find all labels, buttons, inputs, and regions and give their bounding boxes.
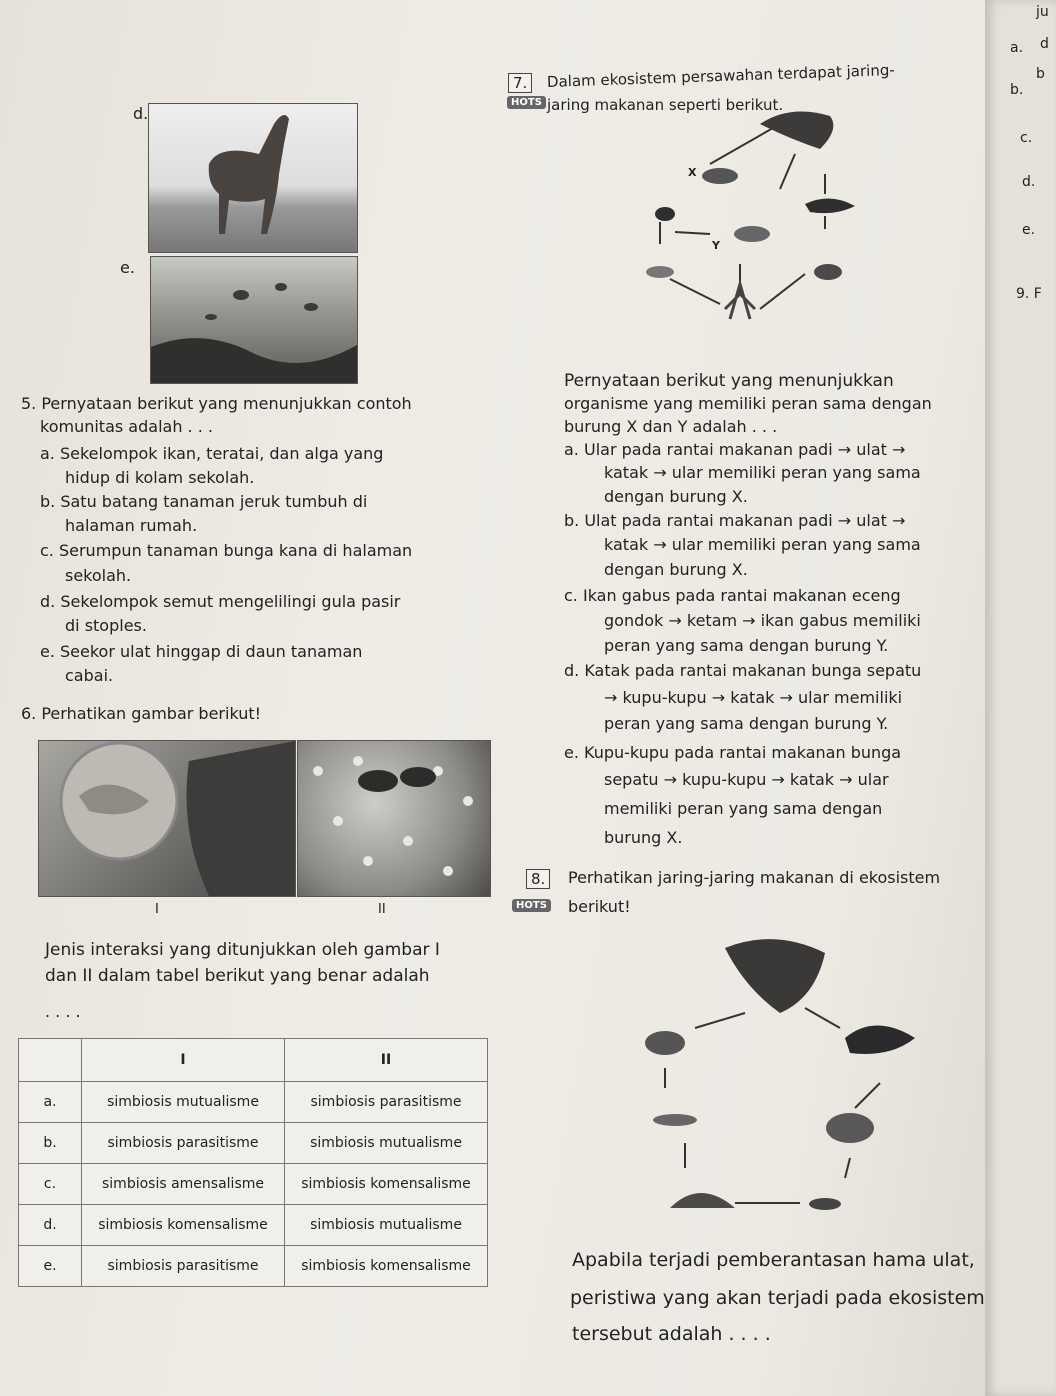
photo-interaction-1 [38,740,296,897]
image-label-i: I [155,902,159,917]
q5-option-b-line1[interactable]: b. Satu batang tanaman jeruk tumbuh di [40,492,368,511]
q8-prompt-line1: Apabila terjadi pemberantasan hama ulat, [572,1249,975,1271]
table-cell: c. [19,1164,82,1205]
q7-number: 7. [508,73,532,93]
q7-option-a-line2: katak → ular memiliki peran yang sama [604,463,921,482]
label-x: X [688,166,697,179]
q8-food-web-diagram [625,928,925,1228]
q7-option-b-line3: dengan burung X. [604,560,748,579]
table-cell: simbiosis parasitisme [285,1082,488,1123]
table-cell: simbiosis amensalisme [82,1164,285,1205]
grass-icon [670,1193,735,1208]
table-row[interactable] [19,1082,488,1123]
q7-option-e-line4: burung X. [604,828,683,847]
table-cell: simbiosis komensalisme [82,1205,285,1246]
table-row[interactable] [19,1246,488,1287]
table-header-row [19,1039,488,1082]
caterpillar-icon [653,1114,697,1126]
q5-stem-line2: komunitas adalah . . . [40,417,213,436]
edge-text: d [1040,36,1049,52]
frog-icon [826,1113,874,1143]
q5-option-c-line2: sekolah. [65,566,132,585]
q6-answer-table [18,1038,488,1287]
q8-stem-line1: Perhatikan jaring-jaring makanan di ekosistem [568,868,941,887]
table-header-cell [19,1039,82,1082]
grasshopper-icon [809,1198,841,1210]
q8-number: 8. [526,869,550,889]
table-row[interactable] [19,1123,488,1164]
q5-option-d-line2: di stoples. [65,616,147,635]
image-label-ii: II [378,902,386,917]
q7-prompt-line2: organisme yang memiliki peran sama dengan [564,394,932,413]
table-cell: simbiosis mutualisme [285,1123,488,1164]
q4-option-e-label: e. [120,258,135,277]
q7-option-e-line2: sepatu → kupu-kupu → katak → ular [604,770,889,789]
fish-school-photo [150,256,358,384]
photo-interaction-2 [297,740,491,897]
horse-photo [148,103,358,253]
bird-y-icon [734,226,770,242]
table-header-cell: I [82,1039,285,1082]
q5-option-a-line2: hidup di kolam sekolah. [65,468,255,487]
q7-option-e-line3: memiliki peran yang sama dengan [604,799,883,818]
edge-text: 9. F [1016,286,1042,302]
q7-prompt-line1: Pernyataan berikut yang menunjukkan [564,371,894,391]
q7-option-d-line1[interactable]: d. Katak pada rantai makanan bunga sepatu [564,661,922,680]
q7-option-b-line2: katak → ular memiliki peran yang sama [604,535,921,554]
snake-icon [845,1026,915,1055]
q7-food-web-diagram [630,104,870,334]
q7-option-b-line1[interactable]: b. Ulat pada rantai makanan padi → ulat → [564,511,906,530]
q8-hots-badge: HOTS [512,899,551,912]
table-cell: b. [19,1123,82,1164]
q5-option-e-line1[interactable]: e. Seekor ulat hinggap di daun tanaman [40,642,363,661]
q5-option-d-line1[interactable]: d. Sekelompok semut mengelilingi gula pasir [40,592,401,611]
label-y: Y [712,239,720,252]
edge-text: b [1036,66,1045,82]
table-cell: simbiosis parasitisme [82,1123,285,1164]
q7-option-e-line1[interactable]: e. Kupu-kupu pada rantai makanan bunga [564,743,902,762]
table-row[interactable] [19,1164,488,1205]
edge-text: a. [1010,40,1024,56]
q7-option-d-line2: → kupu-kupu → katak → ular memiliki [604,688,903,707]
q7-option-c-line1[interactable]: c. Ikan gabus pada rantai makanan eceng [564,586,901,605]
rat-icon [814,264,842,280]
table-cell: simbiosis komensalisme [285,1164,488,1205]
q6-stem: 6. Perhatikan gambar berikut! [21,704,262,723]
q8-prompt-line2: peristiwa yang akan terjadi pada ekosistem [570,1287,985,1309]
grasshopper-icon [646,266,674,278]
edge-text: c. [1020,130,1033,146]
edge-text: d. [1022,174,1036,190]
table-header-cell: II [285,1039,488,1082]
table-cell: simbiosis mutualisme [82,1082,285,1123]
q7-option-a-line3: dengan burung X. [604,487,748,506]
table-row[interactable] [19,1205,488,1246]
table-cell: d. [19,1205,82,1246]
q5-option-e-line2: cabai. [65,666,114,685]
q4-option-d-label: d. [133,104,149,123]
table-cell: simbiosis mutualisme [285,1205,488,1246]
edge-text: e. [1022,222,1036,238]
edge-text: ju [1036,4,1049,20]
q7-option-d-line3: peran yang sama dengan burung Y. [604,714,889,733]
q7-option-c-line3: peran yang sama dengan burung Y. [604,636,889,655]
q8-stem-line2: berikut! [568,897,631,916]
q6-text-line3: . . . . [45,1002,81,1021]
q7-stem-line1: Dalam ekosistem persawahan terdapat jaring- [546,60,896,91]
q6-text-line2: dan II dalam tabel berikut yang benar adalah [45,966,430,986]
q6-text-line1: Jenis interaksi yang ditunjukkan oleh gambar I [45,940,440,960]
q5-option-c-line1[interactable]: c. Serumpun tanaman bunga kana di halaman [40,541,413,560]
q8-prompt-line3: tersebut adalah . . . . [572,1323,771,1345]
eagle-icon [725,939,825,1013]
table-cell: a. [19,1082,82,1123]
beetle-icon [655,207,675,221]
snake-icon [805,198,855,213]
q7-prompt-line3: burung X dan Y adalah . . . [564,417,778,436]
bird-icon [645,1031,685,1055]
q7-hots-badge: HOTS [507,96,546,109]
q5-option-a-line1[interactable]: a. Sekelompok ikan, teratai, dan alga yang [40,444,384,463]
q7-option-a-line1[interactable]: a. Ular pada rantai makanan padi → ulat → [564,440,906,459]
table-cell: simbiosis parasitisme [82,1246,285,1287]
q5-stem-line1: 5. Pernyataan berikut yang menunjukkan contoh [21,394,412,413]
q7-stem-line2: jaring makanan seperti berikut. [547,96,784,114]
edge-text: b. [1010,82,1024,98]
rice-plant-icon [725,284,755,319]
table-cell: simbiosis komensalisme [285,1246,488,1287]
table-cell: e. [19,1246,82,1287]
next-page-edge [985,0,1056,1396]
q7-option-c-line2: gondok → ketam → ikan gabus memiliki [604,611,921,630]
bird-x-icon [702,168,738,184]
q5-option-b-line2: halaman rumah. [65,516,198,535]
